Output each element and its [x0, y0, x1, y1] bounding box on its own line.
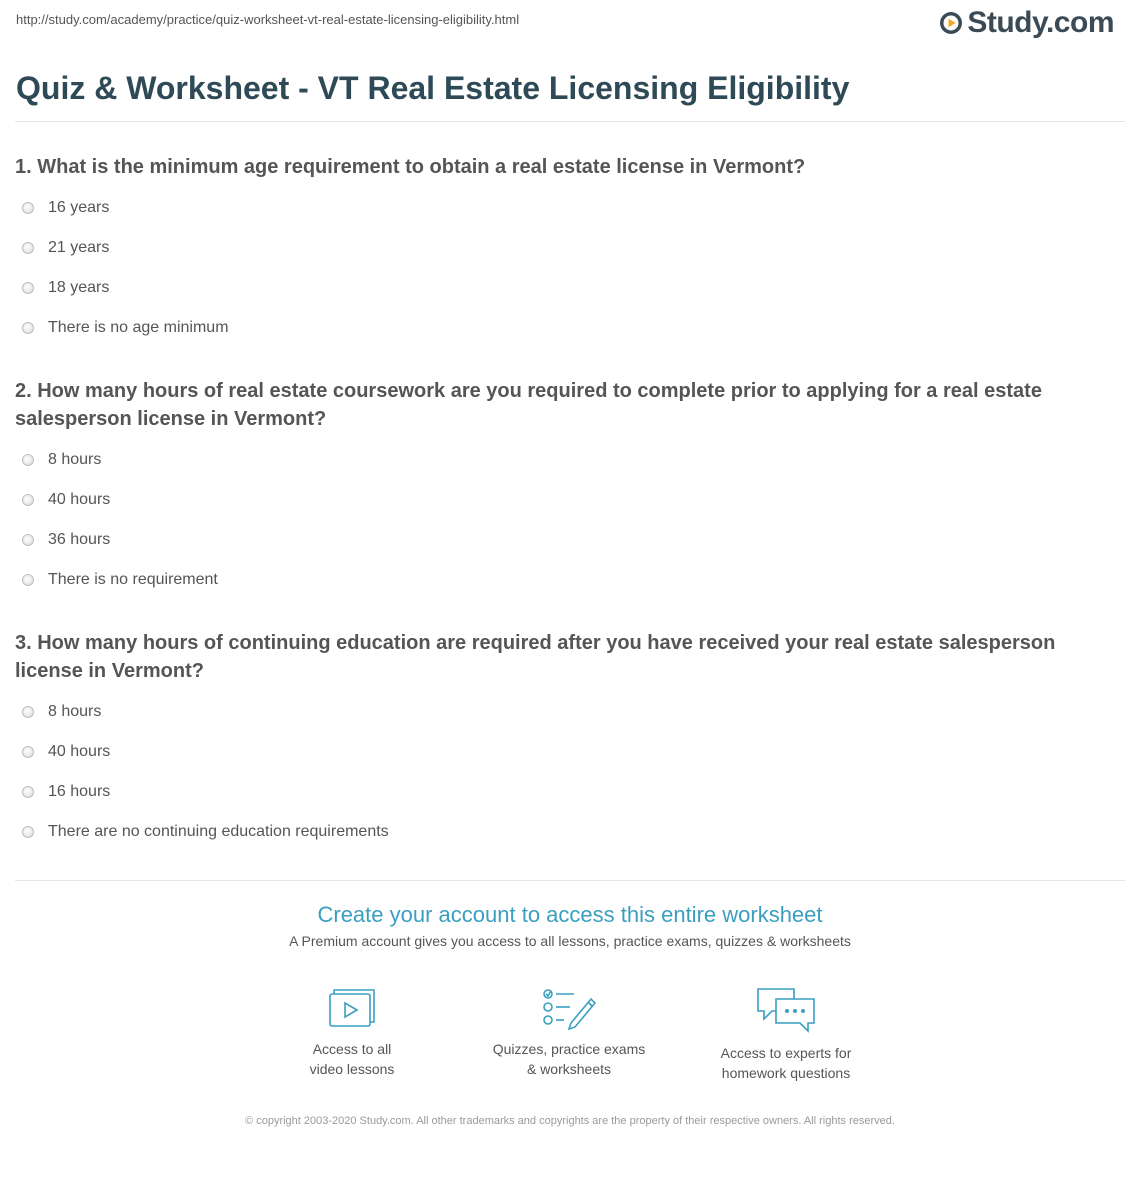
answer-option[interactable] — [22, 820, 389, 844]
feature-label-line: video lessons — [309, 1061, 395, 1077]
answer-option[interactable] — [22, 488, 110, 512]
section-divider — [15, 880, 1125, 881]
answer-option[interactable] — [22, 236, 109, 260]
radio-button[interactable] — [22, 574, 34, 586]
radio-button[interactable] — [22, 282, 34, 294]
radio-button[interactable] — [22, 746, 34, 758]
option-label: 21 years — [48, 239, 110, 256]
option-label: 8 hours — [48, 703, 102, 720]
answer-option[interactable] — [22, 196, 109, 220]
question-1: 1. What is the minimum age requirement to obtain a real estate license in Vermont? — [15, 156, 806, 178]
answer-option[interactable] — [22, 448, 101, 472]
logo-text: Study.com — [967, 6, 1114, 39]
answer-option[interactable] — [22, 276, 109, 300]
feature-video-lessons — [252, 985, 452, 1079]
option-label: There are no continuing education requirements — [48, 823, 389, 840]
option-label: There is no age minimum — [48, 319, 229, 336]
question-3: 3. How many hours of continuing education are required after you have received your real estate salesperson license in Vermont? — [15, 632, 1056, 682]
quiz-checklist-icon — [541, 985, 597, 1031]
feature-label-line: Access to all — [312, 1041, 392, 1057]
feature-experts — [686, 985, 886, 1083]
question-2: 2. How many hours of real estate coursework are you required to complete prior to applying for a real estate salesperson license in Vermont? — [15, 380, 1042, 430]
study-logo[interactable] — [939, 6, 1114, 40]
option-label: 16 years — [48, 199, 110, 216]
option-label: 18 years — [48, 279, 110, 296]
option-label: 40 hours — [48, 491, 111, 508]
radio-button[interactable] — [22, 322, 34, 334]
feature-label-line: Access to experts for — [720, 1045, 852, 1061]
radio-button[interactable] — [22, 494, 34, 506]
radio-button[interactable] — [22, 786, 34, 798]
video-lessons-icon — [326, 985, 378, 1031]
feature-label-line: Quizzes, practice exams — [492, 1041, 646, 1057]
radio-button[interactable] — [22, 454, 34, 466]
cta-subtitle: A Premium account gives you access to all lessons, practice exams, quizzes & worksheets — [289, 933, 851, 949]
feature-label-line: & worksheets — [526, 1061, 612, 1077]
header-bar — [0, 0, 1140, 50]
feature-quizzes — [469, 985, 669, 1079]
radio-button[interactable] — [22, 242, 34, 254]
radio-button[interactable] — [22, 706, 34, 718]
answer-option[interactable] — [22, 568, 218, 592]
answer-option[interactable] — [22, 700, 101, 724]
page-title: Quiz & Worksheet - VT Real Estate Licensing Eligibility — [16, 70, 850, 106]
option-label: 8 hours — [48, 451, 102, 468]
answer-option[interactable] — [22, 780, 110, 804]
answer-option[interactable] — [22, 528, 110, 552]
answer-option[interactable] — [22, 316, 229, 340]
option-label: 40 hours — [48, 743, 111, 760]
option-label: There is no requirement — [48, 571, 218, 588]
option-label: 16 hours — [48, 783, 111, 800]
radio-button[interactable] — [22, 202, 34, 214]
create-account-link[interactable]: Create your account to access this entire worksheet — [317, 902, 823, 927]
radio-button[interactable] — [22, 826, 34, 838]
chat-bubbles-icon — [754, 985, 818, 1035]
answer-option[interactable] — [22, 740, 110, 764]
title-divider — [15, 121, 1125, 122]
play-logo-icon — [939, 11, 963, 35]
feature-label-line: homework questions — [721, 1065, 851, 1081]
copyright-text: © copyright 2003-2020 Study.com. All other trademarks and copyrights are the property of their respective owners. All rights reserved. — [245, 1115, 895, 1127]
page-url[interactable]: http://study.com/academy/practice/quiz-worksheet-vt-real-estate-licensing-eligibility.html — [16, 12, 520, 27]
radio-button[interactable] — [22, 534, 34, 546]
option-label: 36 hours — [48, 531, 111, 548]
